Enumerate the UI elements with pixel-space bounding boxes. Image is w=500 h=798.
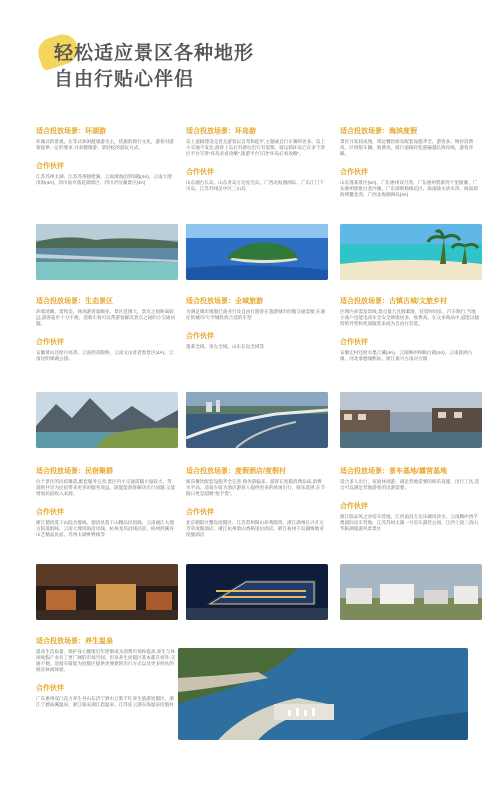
section-heading: 适合投放场景：景车基地/露营基地	[340, 468, 447, 475]
partners-list: 北京朝阳区蟹岛度假区、江苏苏州阳山环秀晓筑、浙江湖州长兴开元芳草度假酒店、浙江杭州萧山香格里拉酒店、浙江杭州千岛湖梅地亚度假酒店	[186, 520, 324, 537]
lake-photo	[36, 224, 178, 280]
section-description: 景区开发较成熟，周边餐饮娱乐配套设施齐全。游客多，物价消费高，区域很车辆、收费高，骑行道路轻松游遍越长海岸线，游客青睐。	[340, 139, 474, 156]
section-ancient-town	[340, 296, 480, 362]
partners-heading: 合作伙伴	[340, 503, 368, 510]
section-heading: 适合投放场景：古镇古城/文旅乡村	[340, 298, 447, 305]
section-description: 环境清幽、景致美，休闲游客量颇多。景区范围大，景点之间距离较远,游客徒步十分不便。适骑车骑可以帮游客解决景点之间的小交通问题。	[36, 309, 176, 326]
harbor-photo	[178, 648, 468, 740]
partners-heading: 合作伙伴	[340, 339, 368, 346]
partners-list: 山东烟台长岛、山东青岛万达星光岛、广西北海涠洲岛、广东江门下川岛、江苏苏州吴中区三山岛	[186, 180, 324, 191]
partners-list: 山东蓬莱景区(5A)、广东惠州双月湾、广东惠州巽寮湾十里银滩、广东惠州黑排白金沙滩、广东深圳杨梅坑区、海南陵水清水湾、海南琼海博鳌金湾、广西北海涠洲岛(4A)	[340, 180, 478, 197]
partners-heading: 合作伙伴	[186, 509, 214, 516]
partners-heading: 合作伙伴	[36, 339, 64, 346]
partners-list: 安徽黄山还原月亮湾、云南西双版纳、云南文山普者黑景区(4A)、云南昆明翠湖公园。	[36, 350, 174, 361]
page-subtitle: 自由行贴心伴侣	[54, 68, 195, 90]
section-description: 提高生活质量，保护身心健康近年逐渐成为消费市场和提高,养生与休闲度假产业有了更广阔的市场空间。但泉养生度假区基本都在郊外,交通不便。适骑车骑能为度假区提供更便捷的出行方式以及更多样化的娱乐休闲体验。	[36, 649, 176, 672]
section-description: 适合多人出行，家庭休闲游，满足营地需要的娱乐设施，出行工具,适合可以满足营地游客的出游需要。	[340, 479, 480, 490]
section-eco-scenic	[36, 296, 176, 362]
beach-photo	[340, 224, 482, 280]
section-homestay	[36, 466, 176, 538]
section-description: 娱乐餐饮配套设施齐全完善,商务游偏多。游客在度假消费品质,消费水平高。适骑车骑为酒店游客人提供更多的休闲出行，娱乐选择,在节假日更是超级“抢手货”。	[186, 479, 326, 496]
section-heading: 适合投放场景：民宿聚群	[36, 468, 113, 475]
section-resort-hotel	[186, 466, 326, 538]
partners-list: 浙江临安风之谷房车营地、江西南昌万达乐城风淡水、云南腾冲西芋澳国际房车营地、江苏苏州太湖一号房车露营公园、江西上饶三清山华阳湖旅游风景景区	[340, 514, 478, 531]
section-camp-base	[340, 466, 480, 532]
section-description: 岛上道路建设完善且游客以自驾和徒步,主题或自行车赛时居多。岛上小交通不发达,游客上岛后对游玩出行有需要。骑运骑环岛已在多个景区平台写进“环岛必看攻略”,旅游平台写进“环岛必看攻略”。	[186, 139, 326, 156]
section-heading: 适合投放场景：生态景区	[36, 298, 113, 305]
partners-list: 安徽宏村还原水墨汀溪(4A)、云南腾冲和顺古镇(4A)、云南晨洲古镇、河北承德康熙站、浙江嘉兴古南浔古镇	[340, 350, 473, 361]
bridge-city-photo	[186, 392, 328, 448]
section-heading: 适合投放场景：养生温泉	[36, 638, 113, 645]
old-town-photo	[340, 392, 482, 448]
section-heading: 适合投放场景：全域旅游	[186, 298, 263, 305]
partners-list: 浙江德清莫干山院舍群线、德清县莫干山精品民宿线、云南丽江大理古院落群线、云南大理洱海沿岸线、杭州龙坞沿线民宿、杭州西溪谷山艺精品民宿、苏州太湖乡野线等	[36, 520, 174, 537]
partners-heading: 合作伙伴	[186, 169, 214, 176]
camp-photo	[340, 564, 482, 620]
section-hot-spring	[36, 636, 176, 708]
partners-heading: 合作伙伴	[340, 169, 368, 176]
mountain-photo	[36, 392, 178, 448]
partners-heading: 合作伙伴	[36, 685, 64, 692]
section-description: 区域内多需发景线,景点量大且散紧凑，驻留时间长，汽车限行,当地小商户也能电动车全安全助康居多、收费高。在众多商品中,道能以独特的外型和优质服装来成为自由行首选。	[340, 309, 480, 326]
section-heading: 适合投放场景：度假酒店/度假村	[186, 468, 286, 475]
section-lake-tour	[36, 126, 176, 186]
partners-heading: 合作伙伴	[36, 163, 64, 170]
partners-list: 广东惠州双门直力养生谷山东济宁泗水万紫千红养生旅游度假区、浙江宁德南溪温泉、浙江临安湖江恩温泉、江苏连云港东海温泉度假村	[36, 696, 174, 707]
island-photo	[186, 224, 328, 280]
resort-night-photo	[186, 564, 328, 620]
section-island-tour	[186, 126, 326, 192]
partners-heading: 合作伙伴	[36, 509, 64, 516]
section-heading: 适合投放场景：环岛游	[186, 128, 256, 135]
page-header	[40, 36, 460, 96]
section-heading: 适合投放场景：环湖游	[36, 128, 106, 135]
section-description: 环湖式的景观，在等式休闲健康游为主，依据的骑行文化，游客对游客提供一定的要求,寻求健康游、景轻松的游玩方式。	[36, 139, 174, 150]
partners-list: 蓬莱全域、崇左全域、山东长岛全域等	[186, 344, 265, 349]
section-description: 位于景区的民宿聚落,配套服务完善,景区内小交通需随小量较大，驾驶的共享为民宿带来更多的服务效益。既能能游客解决出行问题,又能增加民宿收入来源。	[36, 479, 176, 496]
partners-heading: 合作伙伴	[186, 333, 214, 340]
section-description: 为满足城市地貌已商业行及自由行游客在旅游城市的微交通需要,在通往的城市/大学城投放合适的车型	[186, 309, 326, 320]
section-beach-resort	[340, 126, 480, 198]
page-title: 轻松适应景区各种地形	[54, 42, 255, 64]
section-all-region	[186, 296, 326, 350]
homestay-photo	[36, 564, 178, 620]
partners-list: 江苏苏州太湖、江苏苏州独墅湖、云南滇池(昆明湖)(4A)、云南大理洱海(4A)、四川盐亭落花湖景区、四川泸沽湖景区(4A)	[36, 174, 172, 185]
section-heading: 适合投放场景：海滨度假	[340, 128, 417, 135]
